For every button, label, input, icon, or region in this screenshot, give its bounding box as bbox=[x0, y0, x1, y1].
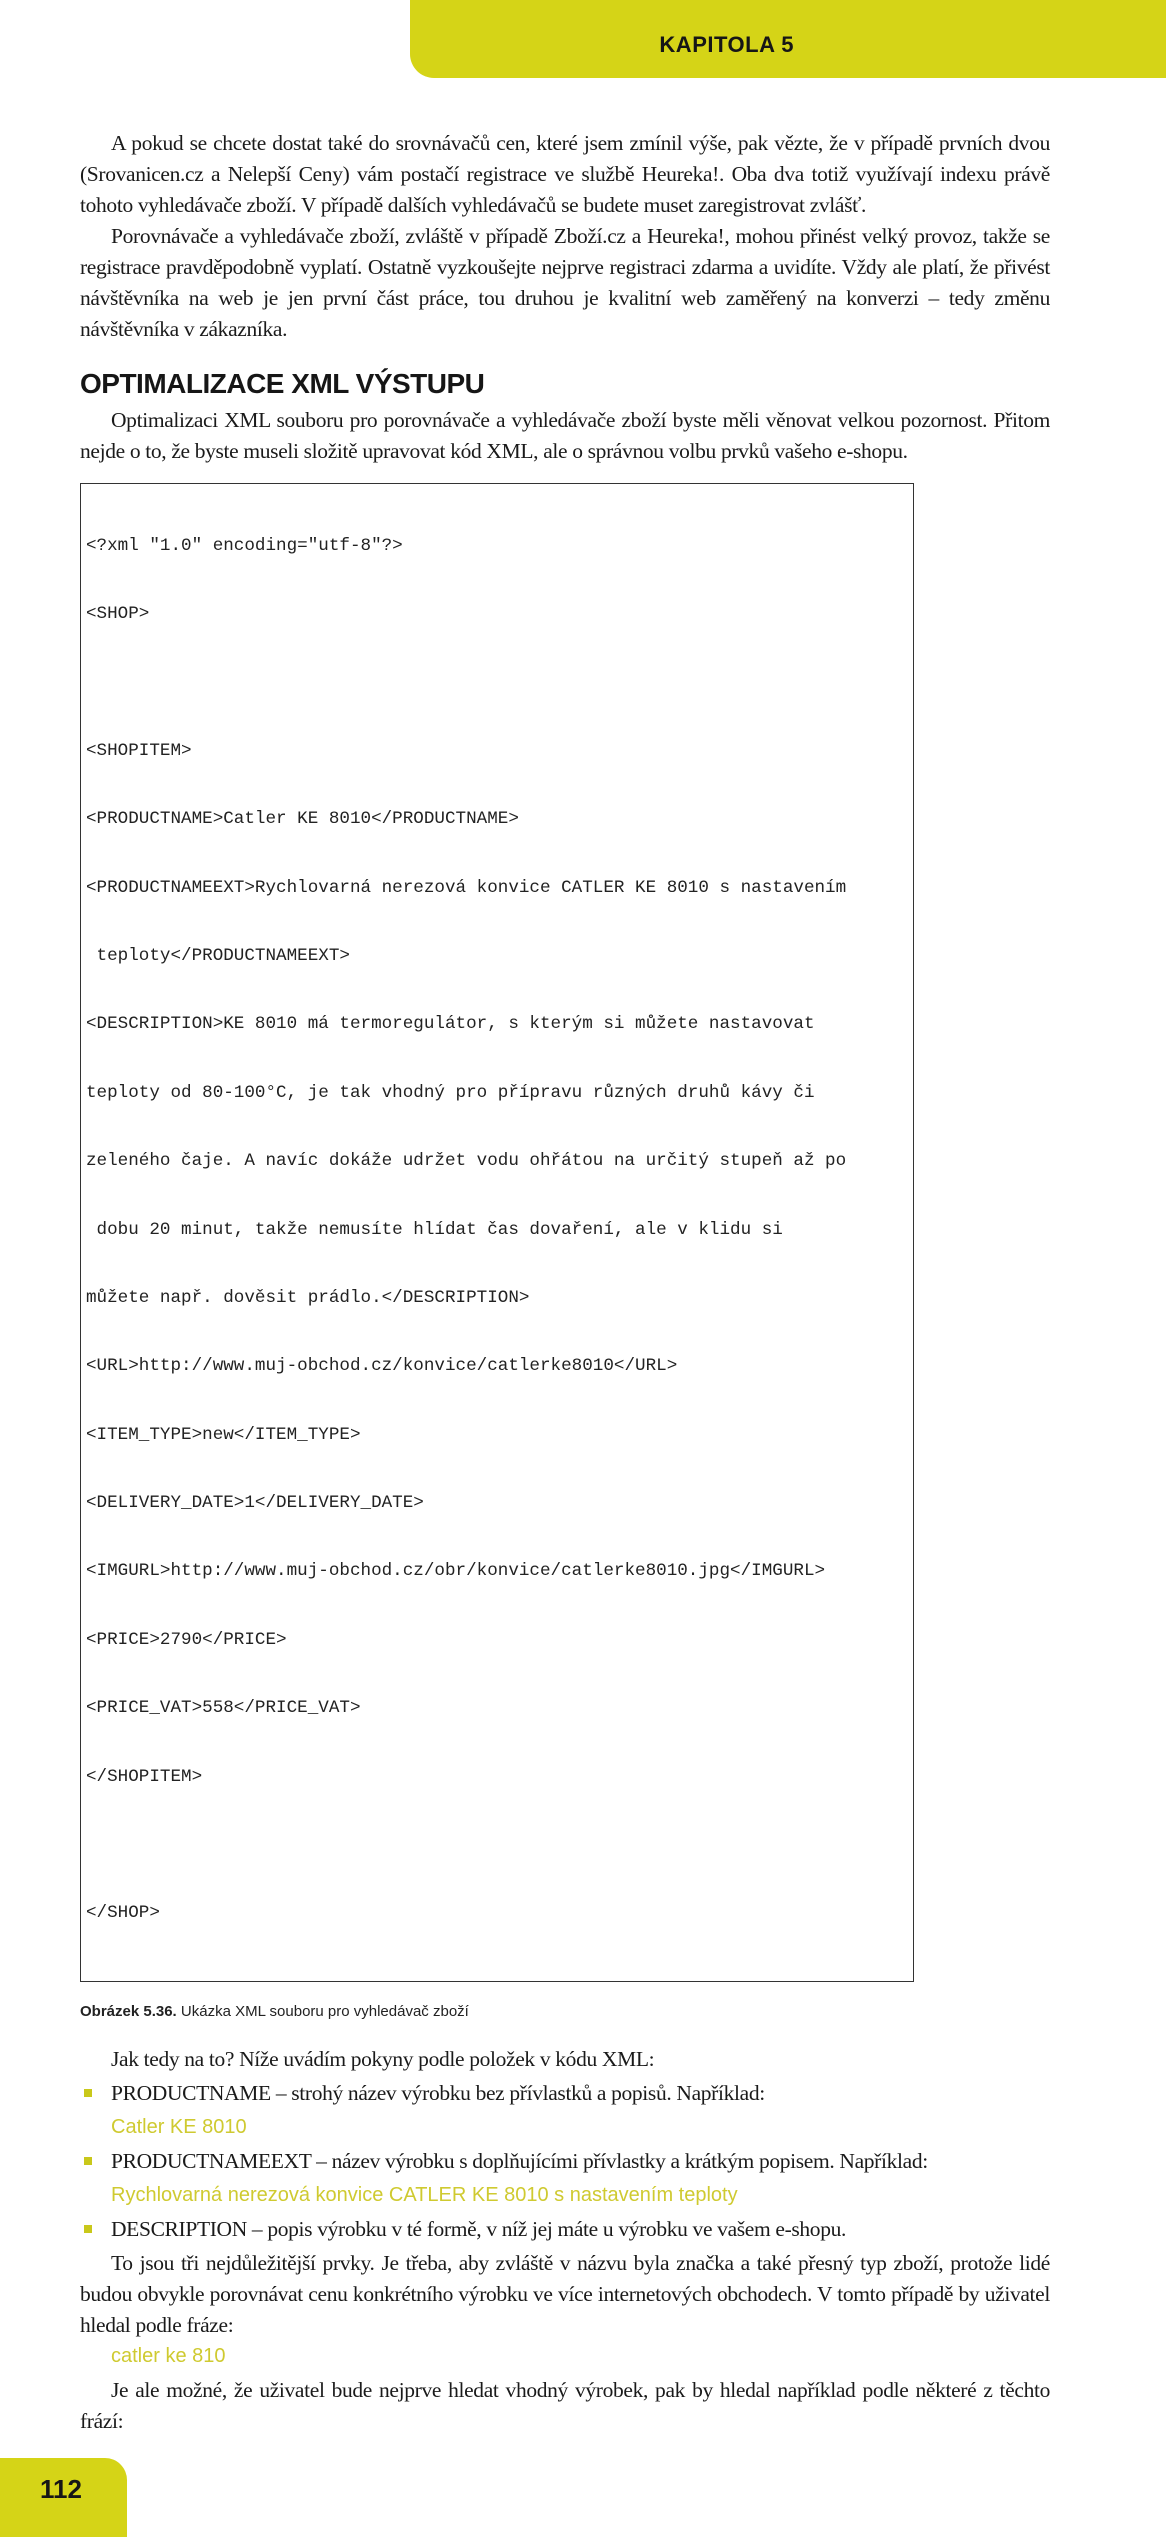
code-line: můžete např. dověsit prádlo.</DESCRIPTION> bbox=[86, 1287, 530, 1308]
code-line: <?xml "1.0" encoding="utf-8"?> bbox=[86, 535, 403, 556]
paragraph: A pokud se chcete dostat také do srovnávačů cen, které jsem zmínil výše, pak vězte, že v případě prvních dvou (Srovanicen.cz a Nelepší Ceny) vám postačí registrace ve službě Heureka!. Oba dva totiž využívají indexu právě tohoto vyhledávače zboží. V případě dalších vyhledávačů se budete muset zaregistrovat zvlášť. bbox=[80, 131, 1050, 217]
code-line: <PRICE_VAT>558</PRICE_VAT> bbox=[86, 1698, 361, 1719]
code-line: </SHOP> bbox=[86, 1903, 160, 1924]
intro-text bbox=[80, 128, 1050, 345]
paragraph: Je ale možné, že uživatel bude nejprve hledat vhodný výrobek, pak by hledal například podle některé z těchto frází: bbox=[80, 2377, 1050, 2433]
example-text: catler ke 810 bbox=[111, 2344, 226, 2367]
code-line: <PRODUCTNAME>Catler KE 8010</PRODUCTNAME> bbox=[86, 809, 519, 830]
last-text bbox=[80, 2375, 1050, 2437]
code-line: <SHOPITEM> bbox=[86, 740, 192, 761]
code-line: <PRICE>2790</PRICE> bbox=[86, 1629, 287, 1650]
code-line: teploty</PRODUCTNAMEEXT> bbox=[86, 945, 350, 966]
page-number: 112 bbox=[40, 2473, 82, 2504]
list-intro: Jak tedy na to? Níže uvádím pokyny podle položek v kódu XML: bbox=[111, 2046, 655, 2071]
code-line: <IMGURL>http://www.muj-obchod.cz/obr/konvice/catlerke8010.jpg</IMGURL> bbox=[86, 1561, 826, 1582]
example-text: Rychlovarná nerezová konvice CATLER KE 8010 s nastavením teploty bbox=[111, 2183, 738, 2206]
code-line: <URL>http://www.muj-obchod.cz/konvice/catlerke8010</URL> bbox=[86, 1356, 678, 1377]
code-line: </SHOPITEM> bbox=[86, 1766, 203, 1787]
section-text bbox=[80, 405, 1050, 467]
caption-label: Obrázek 5.36. bbox=[80, 2002, 177, 2020]
caption-text: Ukázka XML souboru pro vyhledávač zboží bbox=[176, 2002, 469, 2020]
bullet-item: DESCRIPTION – popis výrobku v té formě, v níž jej máte u výrobku ve vašem e-shopu. bbox=[80, 2214, 1050, 2245]
code-line: teploty od 80-100°C, je tak vhodný pro přípravu různých druhů kávy či bbox=[86, 1082, 815, 1103]
section-heading: OPTIMALIZACE XML VÝSTUPU bbox=[80, 368, 485, 399]
code-line: dobu 20 minut, takže nemusíte hlídat čas dovaření, ale v klidu si bbox=[86, 1219, 783, 1240]
code-line bbox=[86, 1834, 913, 1857]
xml-item-list bbox=[80, 2044, 1050, 2245]
paragraph: To jsou tři nejdůležitější prvky. Je třeba, aby zvláště v názvu byla značka a také přesný typ zboží, protože lidé budou obvykle porovnávat cenu konkrétního výrobku ve více internetových obchodech. V tomto případě by uživatel hledal podle fráze: bbox=[80, 2250, 1050, 2337]
bullet-item: PRODUCTNAME – strohý název výrobku bez přívlastků a popisů. Například: bbox=[80, 2078, 1050, 2109]
code-line: <DESCRIPTION>KE 8010 má termoregulátor, s kterým si můžete nastavovat bbox=[86, 1014, 815, 1035]
paragraph: Porovnávače a vyhledávače zboží, zvláště v případě Zboží.cz a Heureka!, mohou přinést velký provoz, takže se registrace pravděpodobně vyplatí. Ostatně vyzkoušejte nejprve registraci zdarma a uvidíte. Vždy ale platí, že přivést návštěvníka na web je jen první část práce, tou druhou je kvalitní web zaměřený na konverzi – tedy změnu návštěvníka v zákazníka. bbox=[80, 224, 1050, 341]
code-line: <SHOP> bbox=[86, 603, 150, 624]
figure-caption bbox=[80, 2002, 1050, 2022]
xml-code-figure bbox=[80, 483, 914, 1982]
example-text: Catler KE 8010 bbox=[111, 2115, 247, 2138]
code-line: zeleného čaje. A navíc dokáže udržet vodu ohřátou na určitý stupeň až po bbox=[86, 1151, 847, 1172]
code-line: <DELIVERY_DATE>1</DELIVERY_DATE> bbox=[86, 1493, 424, 1514]
paragraph: Optimalizaci XML souboru pro porovnávače a vyhledávače zboží byste měli věnovat velkou pozornost. Přitom nejde o to, že byste museli složitě upravovat kód XML, ale o správnou volbu prvků vašeho e-shopu. bbox=[80, 408, 1050, 463]
after-text bbox=[80, 2248, 1050, 2341]
bullet-item: PRODUCTNAMEEXT – název výrobku s doplňujícími přívlastky a krátkým popisem. Například: bbox=[80, 2146, 1050, 2177]
code-line: <ITEM_TYPE>new</ITEM_TYPE> bbox=[86, 1424, 361, 1445]
chapter-label: KAPITOLA 5 bbox=[659, 32, 794, 57]
code-line: <PRODUCTNAMEEXT>Rychlovarná nerezová konvice CATLER KE 8010 s nastavením bbox=[86, 877, 847, 898]
code-line bbox=[86, 671, 913, 694]
